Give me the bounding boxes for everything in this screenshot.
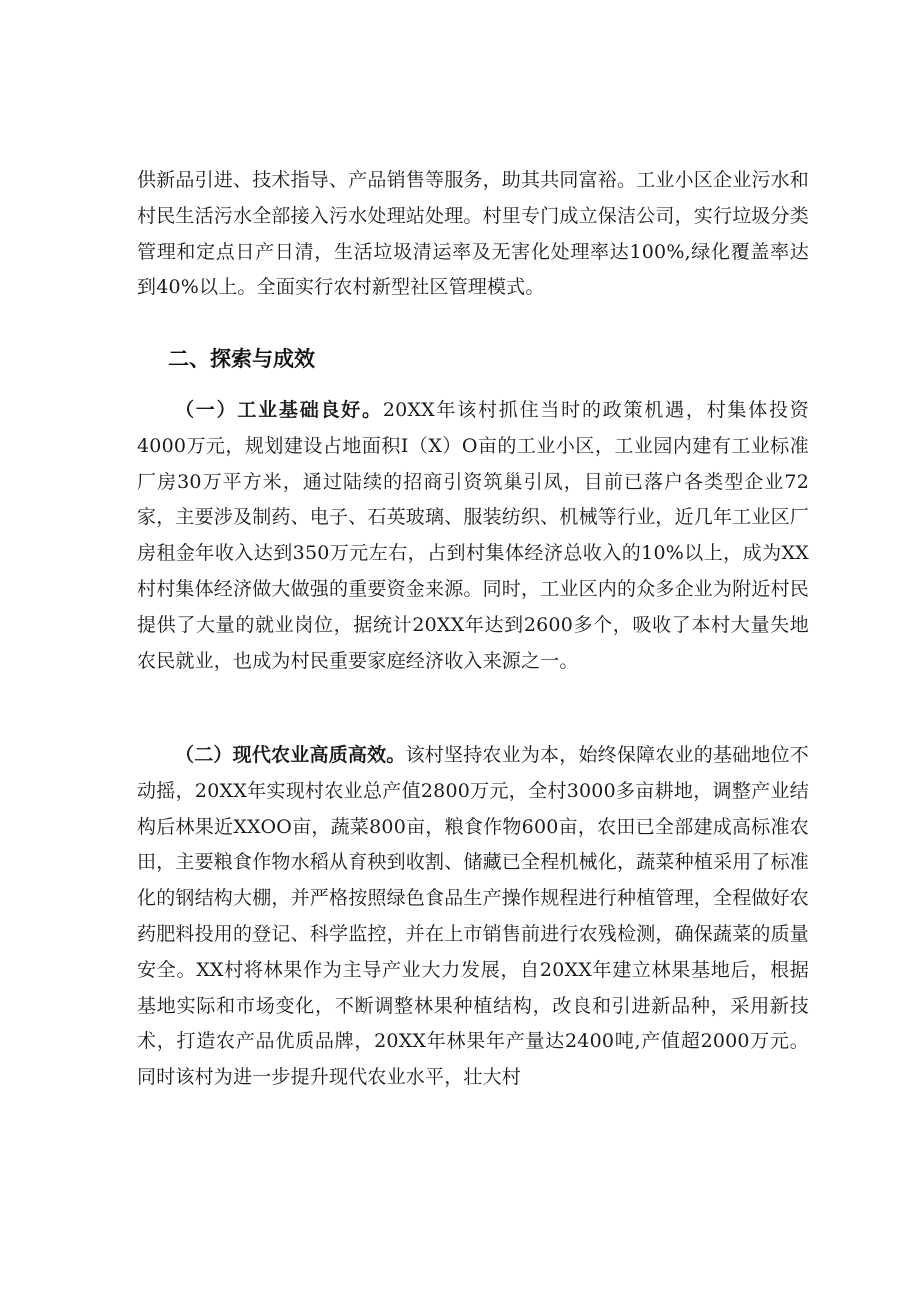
paragraph-text: 供新品引进、技术指导、产品销售等服务，助其共同富裕。工业小区企业污水和村民生活污水全部接入污水处理站处理。村里专门成立保洁公司，实行垃圾分类管理和定点日产日清，生活垃圾清运率及无害化处理率达100%,绿化覆盖率达到40%以上。全面实行农村新型社区管理模式。 [137, 169, 810, 299]
paragraph-environment [137, 163, 809, 306]
section-heading: 二、探索与成效 [168, 347, 315, 371]
paragraph-text [137, 738, 809, 1096]
subsection-heading-agriculture: （二）现代农业高质高效。 [175, 744, 406, 766]
paragraph-agriculture [137, 738, 809, 1096]
paragraph-industry [137, 393, 809, 679]
paragraph-text [137, 393, 809, 679]
paragraph-body-industry: 20XX年该村抓住当时的政策机遇，村集体投资4000万元，规划建设占地面积I（X）O亩的工业小区，工业园内建有工业标准厂房30万平方米，通过陆续的招商引资筑巢引凤，目前已落户各类型企业72家，主要涉及制药、电子、石英玻璃、服装纺织、机械等行业，近几年工业区厂房租金年收入达到350万元左右，占到村集体经济总收入的10%以上，成为XX村村集体经济做大做强的重要资金来源。同时，工业区内的众多企业为附近村民提供了大量的就业岗位，据统计20XX年达到2600多个，吸收了本村大量失地农民就业，也成为村民重要家庭经济收入来源之一。 [137, 399, 810, 672]
paragraph-body-agriculture: 该村坚持农业为本，始终保障农业的基础地位不动摇，20XX年实现村农业总产值2800万元，全村3000多亩耕地，调整产业结构后林果近XXOO亩，蔬菜800亩，粮食作物600亩，农田已全部建成高标准农田，主要粮食作物水稻从育秧到收割、储藏已全程机械化，蔬菜种植采用了标准化的钢结构大棚，并严格按照绿色食品生产操作规程进行种植管理，全程做好农药肥料投用的登记、科学监控，并在上市销售前进行农残检测，确保蔬菜的质量安全。XX村将林果作为主导产业大力发展，自20XX年建立林果基地后，根据基地实际和市场变化，不断调整林果种植结构，改良和引进新品种，采用新技术，打造农产品优质品牌，20XX年林果年产量达2400吨,产值超2000万元。同时该村为进一步提升现代农业水平，壮大村 [137, 744, 810, 1089]
subsection-heading-industry: （一）工业基础良好。 [175, 399, 383, 421]
